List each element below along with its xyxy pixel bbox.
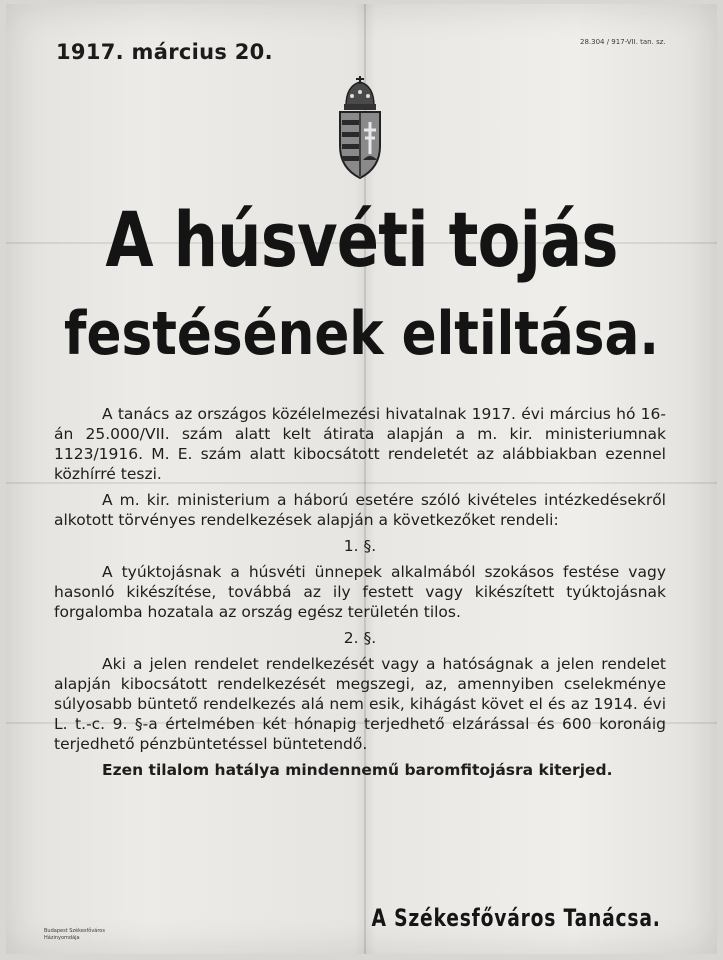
poster-title-line1: A húsvéti tojás [105, 195, 618, 284]
section-1-heading: 1. §. [343, 537, 377, 555]
hungarian-coat-of-arms-icon [332, 76, 388, 184]
bold-notice: Ezen tilalom hatálya mindennemű baromfitojásra kiterjed. [102, 761, 613, 779]
section-1-text: A tyúktojásnak a húsvéti ünnepek alkalmából szokásos festése vagy hasonló kikészítése, továbbá az ily festett vagy kikészített tyúktojásnak forgalomba hozatala az ország egész területén tilos. [54, 563, 666, 621]
poster-title-line2: festésének eltiltása. [64, 299, 659, 369]
intro-paragraph-2: A m. kir. ministerium a háború esetére szóló kivételes intézkedésekről alkotott törvényes rendelkezések alapján a következőket rendeli: [54, 491, 666, 529]
section-2-heading: 2. §. [343, 629, 377, 647]
reference-number: 28.304 / 917-VII. tan. sz. [580, 38, 666, 46]
poster-body [54, 404, 666, 786]
section-2-text: Aki a jelen rendelet rendelkezését vagy a hatóságnak a jelen rendelet alapján kibocsátott rendelkezését megszegi, az, amennyiben cselekménye súlyosabb büntető rendelkezés alá nem esik, kihágást követ el és az 1914. évi L. t.-c. 9. §-a értelmében két hónapig terjedhető elzárással és 600 koronáig terjedhető pénzbüntetéssel büntetendő. [54, 655, 666, 753]
poster-sheet [6, 4, 717, 954]
intro-paragraph-1: A tanács az országos közélelmezési hivatalnak 1917. évi március hó 16-án 25.000/VII. szám alatt kelt átirata alapján a m. kir. ministeriumnak 1123/1916. M. E. szám alatt kibocsátott rendeletét az alábbiakban ezennel közhírré teszi. [54, 405, 666, 483]
signature: A Székesfőváros Tanácsa. [371, 904, 661, 932]
printer-mark: Budapest Székesfőváros Házinyomdája [44, 928, 105, 941]
poster-date: 1917. március 20. [56, 40, 273, 64]
